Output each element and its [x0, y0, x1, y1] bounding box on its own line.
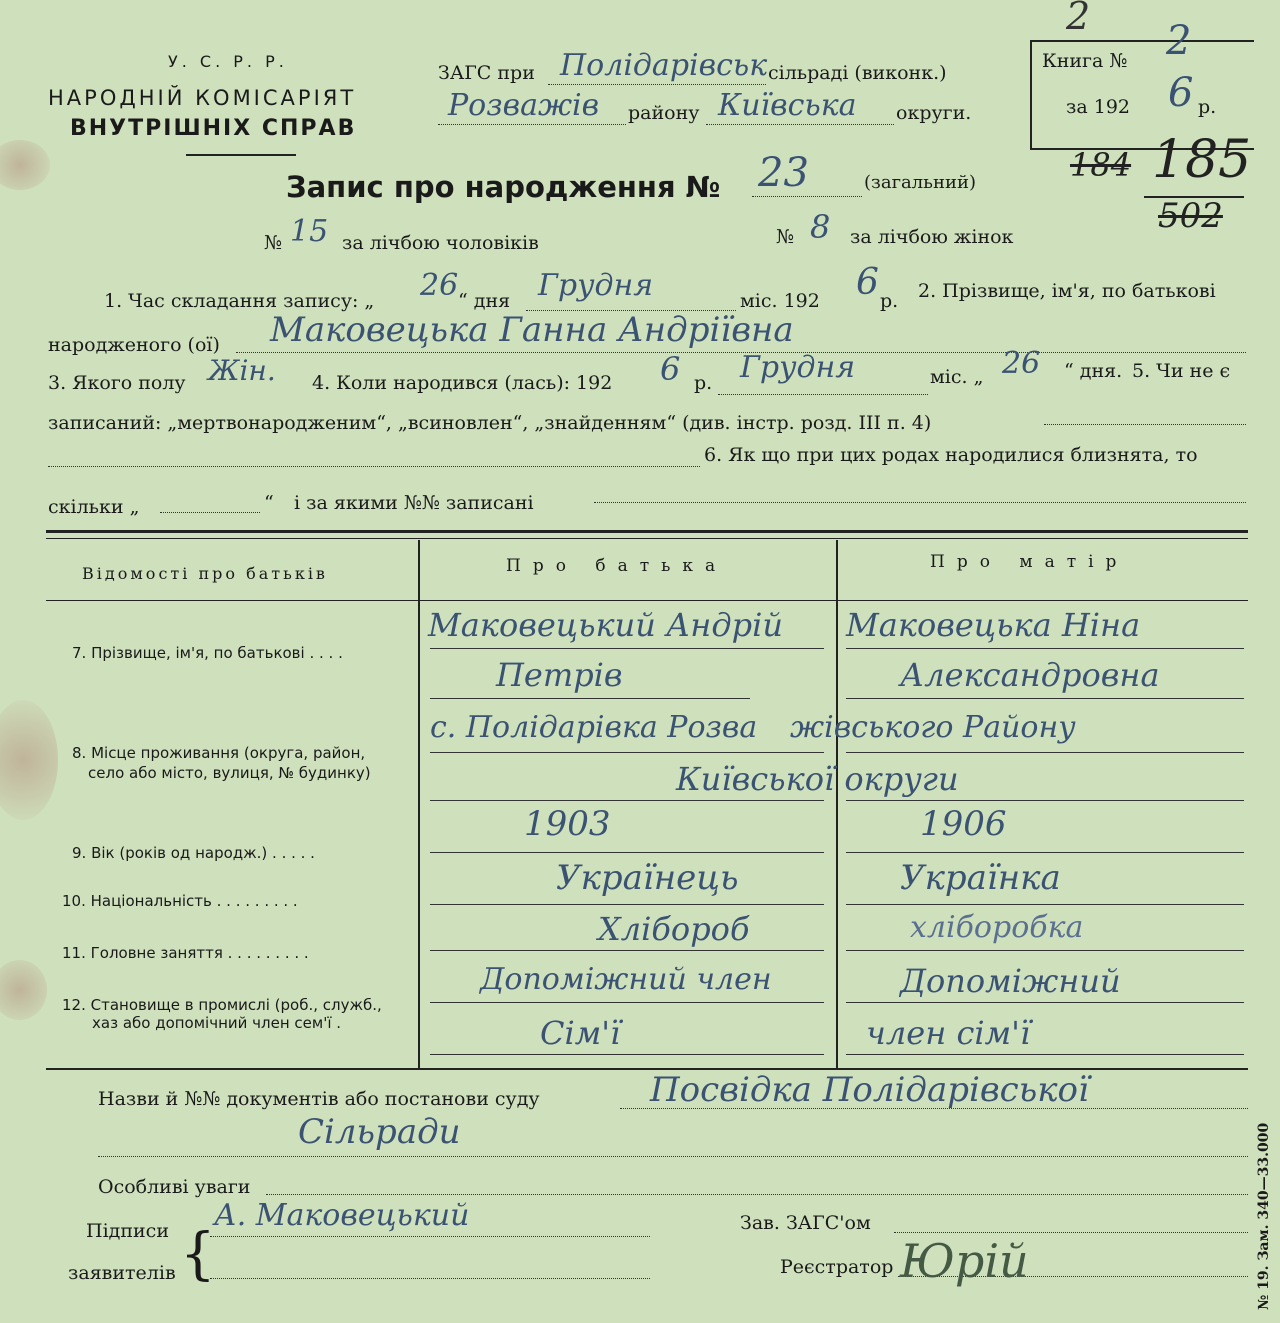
- father-status-1: Допоміжний член: [480, 962, 772, 997]
- child-sex: Жін.: [208, 354, 276, 387]
- q6-label: 6. Як що при цих родах народилися близнята, то: [704, 444, 1198, 466]
- row-12-label: 12. Становище в промислі (роб., служб.,: [62, 996, 382, 1014]
- okrug-label: округи.: [896, 102, 972, 124]
- ussr-label: У. С. Р. Р.: [168, 52, 288, 71]
- record-day: 26: [420, 268, 459, 303]
- birth-year: 6: [660, 350, 681, 388]
- book-year-suffix: р.: [1198, 96, 1217, 118]
- q3-label: 3. Якого полу: [48, 372, 186, 394]
- child-name: Маковецька Ганна Андріївна: [270, 310, 794, 350]
- zags-label: ЗАГС при: [438, 62, 535, 84]
- father-name-1: Маковецький Андрій: [428, 606, 783, 644]
- okrug-value: Київська: [718, 88, 857, 123]
- zags-head-label: Зав. ЗАГС'ом: [740, 1212, 871, 1234]
- side-number-struck: 184: [1070, 146, 1132, 184]
- table-top-rule-2: [46, 538, 1248, 539]
- record-number: 23: [758, 150, 809, 196]
- applicants-label: заявителів: [68, 1262, 176, 1284]
- village-council-suffix: сільраді (виконк.): [768, 62, 947, 84]
- book-label: Книга №: [1042, 50, 1128, 72]
- docs-value-1: Посвідка Полідарівської: [650, 1070, 1089, 1110]
- row-9-label: 9. Вік (років од народж.) . . . . .: [72, 844, 315, 862]
- q4-label: 4. Коли народився (лась): 192: [312, 372, 613, 394]
- remarks-label: Особливі уваги: [98, 1176, 251, 1198]
- twins-close-quote: “: [264, 492, 274, 514]
- mother-status-1: Допоміжний: [900, 962, 1121, 1000]
- record-title: Запис про народження №: [286, 170, 721, 204]
- women-prefix: №: [776, 226, 794, 248]
- men-number: 15: [290, 214, 329, 249]
- affairs-label: ВНУТРІШНІХ СПРАВ: [70, 116, 357, 141]
- paper-stain: [0, 960, 47, 1020]
- record-month: Грудня: [538, 268, 654, 303]
- header-underline: [186, 154, 296, 156]
- corner-mark: 2: [1066, 0, 1091, 38]
- twins-count-label: скільки „: [48, 496, 140, 518]
- child-name-label: народженого (ої): [48, 334, 220, 356]
- q1-label: 1. Час складання запису: „: [104, 290, 375, 312]
- twins-numbers-label: і за якими №№ записані: [294, 492, 534, 514]
- mother-age: 1906: [920, 804, 1007, 844]
- book-box-left: [1030, 40, 1032, 150]
- district-value: Розважів: [448, 88, 600, 123]
- print-order-number: № 19. Зам. 340—33.000: [1256, 1122, 1272, 1310]
- birth-month: Грудня: [740, 350, 856, 385]
- mother-status-2: член сім'ї: [866, 1014, 1031, 1052]
- row-7-label: 7. Прізвище, ім'я, по батькові . . . .: [72, 644, 343, 662]
- record-day-label: “ дня: [458, 290, 511, 312]
- mother-occupation: хліборобка: [910, 910, 1084, 945]
- paper-stain: [0, 700, 58, 820]
- signatures-label: Підписи: [86, 1220, 169, 1242]
- district-label: району: [628, 102, 700, 124]
- row-12-label-2: хаз або допомічний член сем'ї .: [92, 1014, 342, 1032]
- table-col-divider-2: [836, 540, 838, 1070]
- row-8-label-2: село або місто, вулиця, № будинку): [88, 764, 371, 782]
- birth-day-label: “ дня.: [1064, 360, 1123, 382]
- record-year: 6: [856, 262, 879, 303]
- book-year: 6: [1168, 70, 1194, 116]
- birth-month-label: міс. „: [930, 366, 984, 388]
- table-header-rule: [46, 600, 1248, 601]
- birth-day: 26: [1002, 346, 1041, 381]
- birth-year-label: р.: [694, 372, 713, 394]
- side-number-bottom: 502: [1158, 196, 1223, 236]
- men-prefix: №: [264, 232, 282, 254]
- q5-text: записаний: „мертвонародженим“, „всиновлен“, „знайденням“ (див. інстр. розд. III п. 4): [48, 412, 932, 434]
- paper-stain: [0, 140, 50, 190]
- book-year-prefix: за 192: [1066, 96, 1130, 118]
- side-number: 185: [1152, 130, 1252, 190]
- commissariat-label: НАРОДНІЙ КОМІСАРІЯТ: [48, 86, 357, 110]
- q2-label: 2. Прізвище, ім'я, по батькові: [918, 280, 1216, 302]
- village-council-value: Полідарівськ: [560, 48, 768, 83]
- row-11-label: 11. Головне заняття . . . . . . . . .: [62, 944, 309, 962]
- father-status-2: Сім'ї: [540, 1014, 621, 1052]
- col-mother-header: Про матір: [930, 552, 1129, 572]
- table-col-divider-1: [418, 540, 420, 1070]
- general-label: (загальний): [864, 172, 976, 193]
- row-8-label: 8. Місце проживання (округа, район,: [72, 744, 366, 762]
- book-number: 2: [1166, 18, 1192, 64]
- men-label: за лічбою чоловіків: [342, 232, 539, 254]
- row-10-label: 10. Національність . . . . . . . . .: [62, 892, 298, 910]
- docs-value-2: Сільради: [298, 1112, 461, 1152]
- signature-brace: {: [180, 1222, 216, 1287]
- record-month-label: міс. 192: [740, 290, 820, 312]
- mother-residence-2: Київської округи: [676, 760, 959, 798]
- registrar-signature: Юрій: [900, 1234, 1029, 1288]
- col-info-header: Відомості про батьків: [82, 564, 328, 583]
- father-nationality: Українець: [556, 858, 739, 898]
- father-occupation: Хлібороб: [598, 910, 750, 948]
- table-top-rule: [46, 530, 1248, 533]
- book-box-top: [1030, 40, 1254, 42]
- docs-label: Назви й №№ документів або постанови суду: [98, 1088, 540, 1110]
- registrar-label: Реєстратор: [780, 1256, 894, 1278]
- record-year-label: р.: [880, 290, 899, 312]
- women-number: 8: [810, 208, 831, 246]
- mother-name-2: Александровна: [900, 656, 1160, 694]
- applicant-signature: А. Маковецький: [214, 1198, 470, 1233]
- father-residence: с. Полідарівка Розва: [430, 710, 758, 745]
- women-label: за лічбою жінок: [850, 226, 1014, 248]
- col-father-header: Про батька: [506, 556, 728, 576]
- mother-name-1: Маковецька Ніна: [846, 606, 1141, 644]
- q5-label: 5. Чи не є: [1132, 360, 1231, 382]
- father-age: 1903: [524, 804, 611, 844]
- mother-residence: жівського Району: [790, 710, 1076, 745]
- father-name-2: Петрів: [496, 656, 623, 694]
- mother-nationality: Українка: [900, 858, 1061, 898]
